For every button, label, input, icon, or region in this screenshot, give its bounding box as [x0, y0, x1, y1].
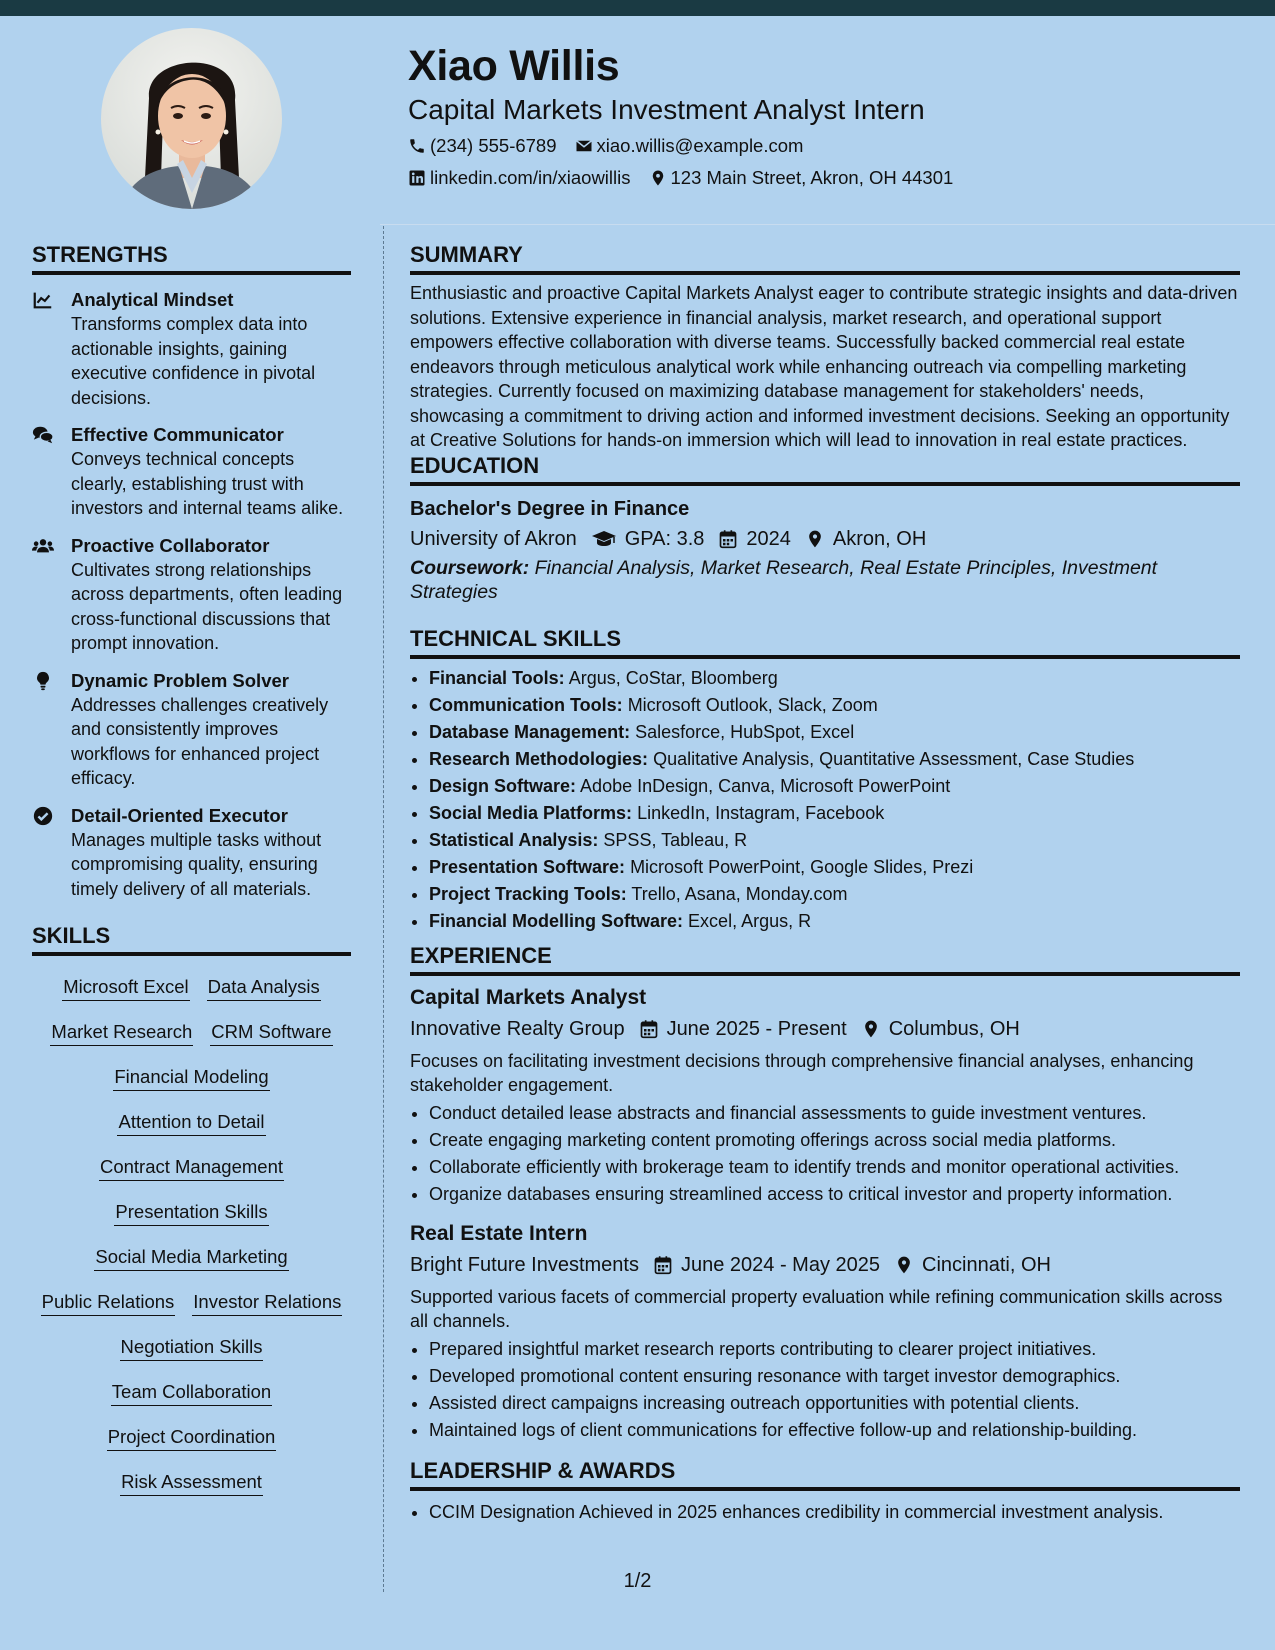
tech-skill-value: SPSS, Tableau, R: [603, 829, 748, 850]
right-column: [410, 242, 1240, 1526]
job-bullet: • Organize databases ensuring streamlined access to critical investor and property information.: [429, 1181, 1240, 1208]
job-dates: June 2024 - May 2025: [680, 1253, 881, 1276]
map-pin-icon: [861, 1019, 881, 1039]
job-location-item: [861, 1015, 1020, 1043]
candidate-name: Xiao Willis: [408, 42, 620, 90]
skill-chip: Microsoft Excel: [62, 975, 189, 1001]
strength-item: [32, 423, 351, 521]
contact-row-2: [408, 165, 1228, 191]
users-icon: [32, 535, 54, 557]
top-accent-bar: [0, 0, 1275, 16]
strength-item: [32, 534, 351, 656]
skill-chip: Investor Relations: [192, 1290, 342, 1316]
job-dates-item: [639, 1015, 847, 1043]
envelope-icon: [575, 137, 593, 155]
gpa-text: GPA: 3.8: [624, 527, 705, 550]
tech-skill-label: Financial Tools:: [429, 667, 565, 688]
job-location-item: [894, 1251, 1051, 1279]
leadership-heading: LEADERSHIP & AWARDS: [410, 1458, 1240, 1491]
address-contact: [649, 165, 954, 191]
job-meta: [410, 1015, 1240, 1043]
tech-skill-label: Communication Tools:: [429, 694, 623, 715]
header-divider: [380, 224, 1275, 225]
strength-item: [32, 804, 351, 902]
tech-skill-item: [429, 908, 1240, 935]
job-title: Capital Markets Analyst: [410, 985, 647, 1009]
skill-chip: Risk Assessment: [120, 1470, 263, 1496]
map-pin-icon: [649, 169, 667, 187]
strength-title: Analytical Mindset: [71, 289, 234, 310]
job-bullet: • Create engaging marketing content promoting offerings across social media platforms.: [429, 1127, 1240, 1154]
company-name: Innovative Realty Group: [410, 1017, 625, 1040]
tech-skill-label: Statistical Analysis:: [429, 829, 599, 850]
leadership-list: [410, 1499, 1240, 1526]
job-bullets: [410, 1336, 1240, 1444]
tech-skill-item: [429, 881, 1240, 908]
summary-heading: SUMMARY: [410, 242, 1240, 275]
tech-skill-item: [429, 746, 1240, 773]
profile-photo: [101, 28, 282, 209]
school-name: University of Akron: [410, 527, 577, 550]
graduation-cap-icon: [591, 529, 617, 549]
edu-location-text: Akron, OH: [832, 527, 927, 550]
coursework: [410, 556, 1240, 605]
education-heading: EDUCATION: [410, 453, 1240, 486]
strength-desc: Manages multiple tasks without compromising quality, ensuring timely delivery of all materials.: [71, 829, 322, 899]
calendar-icon: [639, 1019, 659, 1039]
strength-desc: Addresses challenges creatively and consistently improves workflows for enhanced project efficacy.: [71, 694, 329, 788]
year-item: [718, 525, 791, 553]
calendar-icon: [653, 1255, 673, 1275]
technical-skills-list: [410, 665, 1240, 935]
tech-skill-value: Trello, Asana, Monday.com: [631, 883, 848, 904]
check-circle-icon: [32, 805, 54, 827]
tech-skill-label: Presentation Software:: [429, 856, 626, 877]
job-dates: June 2025 - Present: [666, 1017, 847, 1040]
summary-text: Enthusiastic and proactive Capital Markets Analyst eager to contribute strategic insights and data-driven solutions. Extensive experience in financial analysis, market research, and operational support empowers effective collaboration with diverse teams. Successfully backed commercial real estate endeavors through meticulous analytical work while enhancing outreach via compelling marketing strategies. Currently focused on maximizing database management for stakeholders' needs, showcasing a commitment to driving action and informed investment decisions. Seeking an opportunity at Creative Solutions for hands-on immersion which will lead to innovation in real estate practices.: [410, 283, 1238, 450]
linkedin-contact[interactable]: [408, 165, 631, 191]
phone-icon: [408, 137, 426, 155]
coursework-label: Coursework:: [410, 556, 530, 579]
leadership-item: • CCIM Designation Achieved in 2025 enhances credibility in commercial investment analysis.: [429, 1499, 1240, 1526]
tech-skill-value: Excel, Argus, R: [688, 910, 812, 931]
tech-skill-value: LinkedIn, Instagram, Facebook: [637, 802, 885, 823]
technical-skills-heading: TECHNICAL SKILLS: [410, 626, 1240, 659]
job-bullet: • Prepared insightful market research reports contributing to clearer project initiatives.: [429, 1336, 1240, 1363]
job-meta: [410, 1251, 1240, 1279]
map-pin-icon: [894, 1255, 914, 1275]
skill-chip: Public Relations: [41, 1290, 176, 1316]
resume-header: [408, 40, 1228, 191]
email-text: xiao.willis@example.com: [596, 135, 804, 156]
tech-skill-item: [429, 827, 1240, 854]
linkedin-text: linkedin.com/in/xiaowillis: [430, 167, 631, 188]
phone-text: (234) 555-6789: [430, 135, 557, 156]
tech-skill-label: Design Software:: [429, 775, 577, 796]
tech-skill-label: Research Methodologies:: [429, 748, 649, 769]
job-bullet: • Collaborate efficiently with brokerage team to identify trends and monitor operational activities.: [429, 1154, 1240, 1181]
job-bullet: • Maintained logs of client communications for effective follow-up and relationship-building.: [429, 1417, 1240, 1444]
chart-line-icon: [32, 289, 54, 311]
skill-chip: Project Coordination: [107, 1425, 277, 1451]
page-number: 1/2: [623, 1570, 652, 1592]
coursework-text: Financial Analysis, Market Research, Real Estate Principles, Investment Strategies: [410, 556, 1158, 603]
job-entry: [410, 984, 1240, 1208]
tech-skill-item: [429, 719, 1240, 746]
calendar-icon: [718, 529, 738, 549]
strength-desc: Cultivates strong relationships across departments, often leading cross-functional discussions that prompt innovation.: [71, 559, 343, 653]
tech-skill-value: Adobe InDesign, Canva, Microsoft PowerPoint: [580, 775, 951, 796]
map-pin-icon: [805, 529, 825, 549]
strength-desc: Conveys technical concepts clearly, establishing trust with investors and internal teams alike.: [71, 449, 344, 518]
skill-chip: Market Research: [50, 1020, 193, 1046]
contact-row-1: [408, 133, 1228, 159]
company-name: Bright Future Investments: [410, 1253, 639, 1276]
strength-item: [32, 288, 351, 410]
skill-chip: Data Analysis: [207, 975, 321, 1001]
tech-skill-value: Salesforce, HubSpot, Excel: [635, 721, 855, 742]
linkedin-icon: [408, 169, 426, 187]
strength-item: [32, 669, 351, 791]
job-dates-item: [653, 1251, 880, 1279]
strength-title: Proactive Collaborator: [71, 534, 270, 556]
skills-heading: SKILLS: [32, 923, 351, 956]
job-bullet: • Developed promotional content ensuring resonance with target investor demographics.: [429, 1363, 1240, 1390]
strengths-heading: STRENGTHS: [32, 242, 351, 275]
job-location: Columbus, OH: [888, 1017, 1020, 1040]
candidate-title: Capital Markets Investment Analyst Intern: [408, 94, 925, 125]
education-meta: [410, 525, 1240, 553]
left-column: [32, 242, 351, 1496]
skill-chip: Negotiation Skills: [120, 1335, 264, 1361]
skill-chip: Attention to Detail: [117, 1110, 265, 1136]
tech-skill-value: Argus, CoStar, Bloomberg: [568, 667, 778, 688]
skill-chip: Presentation Skills: [114, 1200, 268, 1226]
job-entry: [410, 1220, 1240, 1444]
skill-chip: Contract Management: [99, 1155, 284, 1181]
job-title: Real Estate Intern: [410, 1221, 588, 1245]
comments-icon: [32, 424, 54, 446]
year-text: 2024: [746, 527, 791, 550]
job-bullet: • Assisted direct campaigns increasing outreach opportunities with potential clients.: [429, 1390, 1240, 1417]
tech-skill-item: [429, 692, 1240, 719]
strength-title: Dynamic Problem Solver: [71, 669, 289, 691]
tech-skill-label: Social Media Platforms:: [429, 802, 633, 823]
tech-skill-value: Qualitative Analysis, Quantitative Assessment, Case Studies: [653, 748, 1135, 769]
tech-skill-item: [429, 773, 1240, 800]
strength-title: Detail-Oriented Executor: [71, 804, 288, 826]
tech-skill-item: [429, 854, 1240, 881]
skill-chip: Social Media Marketing: [94, 1245, 288, 1271]
tech-skill-value: Microsoft PowerPoint, Google Slides, Prezi: [630, 856, 974, 877]
experience-heading: EXPERIENCE: [410, 943, 1240, 976]
edu-location-item: [805, 525, 926, 553]
skill-chip: Team Collaboration: [111, 1380, 272, 1406]
skills-list: [32, 975, 351, 1496]
job-description: Focuses on facilitating investment decisions through comprehensive financial analyses, enhancing stakeholder engagement.: [410, 1050, 1194, 1095]
job-bullets: [410, 1100, 1240, 1208]
skill-chip: CRM Software: [210, 1020, 332, 1046]
phone-contact: [408, 133, 557, 159]
job-location: Cincinnati, OH: [922, 1253, 1051, 1276]
email-contact[interactable]: [575, 133, 804, 159]
tech-skill-label: Database Management:: [429, 721, 631, 742]
address-text: 123 Main Street, Akron, OH 44301: [670, 167, 954, 188]
column-divider: [383, 226, 384, 1592]
tech-skill-item: [429, 800, 1240, 827]
strength-title: Effective Communicator: [71, 424, 284, 445]
tech-skill-label: Project Tracking Tools:: [429, 883, 627, 904]
strength-desc: Transforms complex data into actionable insights, gaining executive confidence in pivotal decisions.: [71, 314, 316, 408]
lightbulb-icon: [32, 670, 54, 692]
tech-skill-label: Financial Modelling Software:: [429, 910, 684, 931]
degree-title: Bachelor's Degree in Finance: [410, 497, 690, 520]
gpa-item: [591, 525, 705, 553]
job-description: Supported various facets of commercial property evaluation while refining communication skills across all channels.: [410, 1286, 1223, 1331]
tech-skill-item: [429, 665, 1240, 692]
skill-chip: Financial Modeling: [113, 1065, 269, 1091]
tech-skill-value: Microsoft Outlook, Slack, Zoom: [627, 694, 878, 715]
job-bullet: • Conduct detailed lease abstracts and financial assessments to guide investment ventures.: [429, 1100, 1240, 1127]
